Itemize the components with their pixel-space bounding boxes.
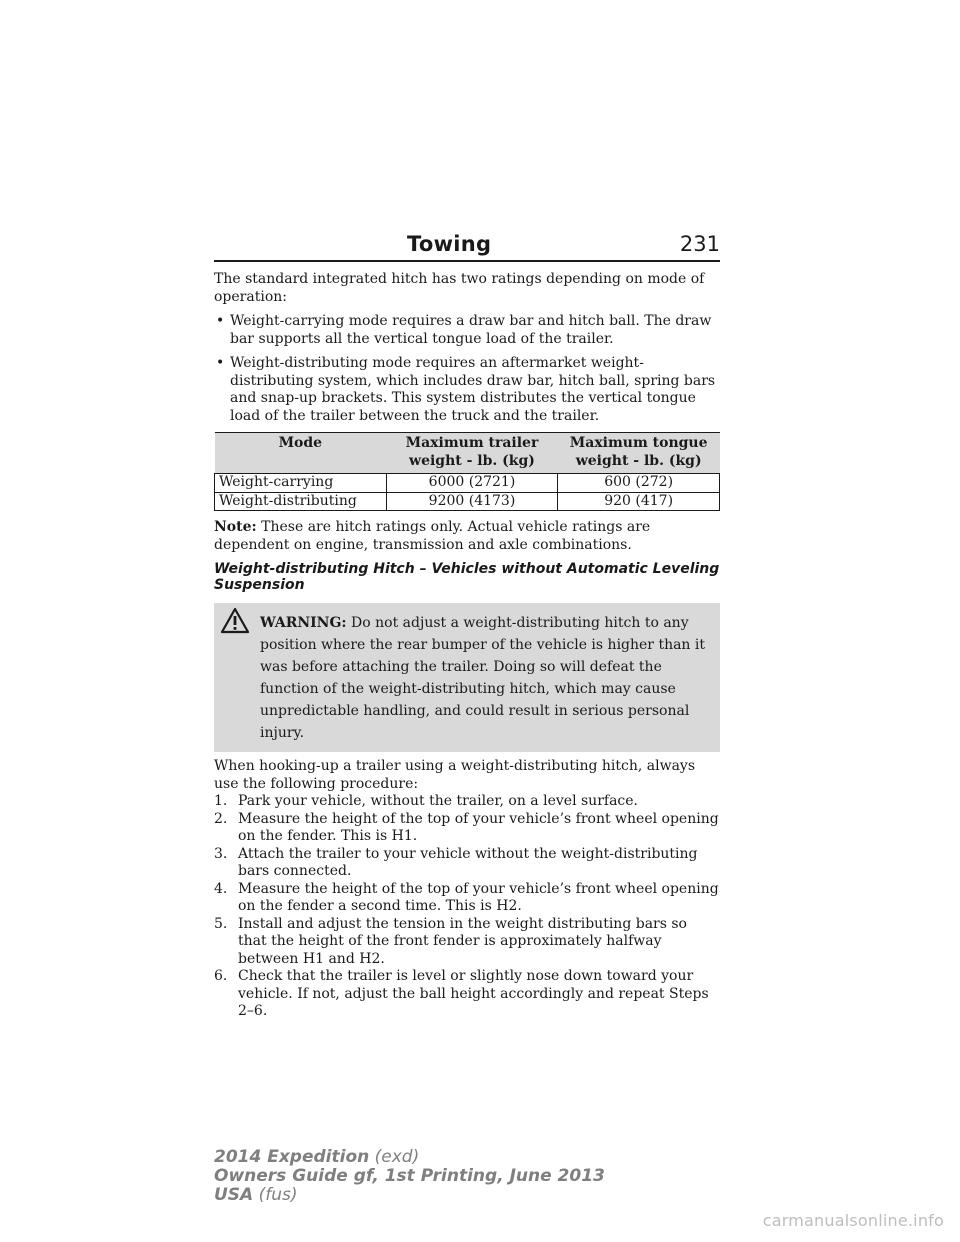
step-text: Check that the trailer is level or slightly nose down toward your vehicle. If not, adjust the ball height accordingly and repeat Steps 2–6.	[238, 968, 709, 1019]
watermark: carmanualsonline.info	[762, 1211, 944, 1230]
table-cell: Weight-carrying	[215, 474, 387, 493]
footer-market: USA	[214, 1185, 254, 1205]
step-text: Measure the height of the top of your vehicle’s front wheel opening on the fender a second time. This is H2.	[238, 880, 719, 914]
step-text: Install and adjust the tension in the weight distributing bars so that the height of the front fender is approximately halfway between H1 and H2.	[238, 915, 687, 967]
procedure-steps	[214, 793, 720, 1021]
bullet-dot: •	[216, 313, 225, 329]
bullet-item	[214, 355, 720, 425]
header-rule	[214, 260, 720, 262]
column-header-max-trailer-weight: Maximum trailer weight - lb. (kg)	[386, 433, 558, 474]
section-subheading: Weight-distributing Hitch – Vehicles without Automatic Leveling Suspension	[214, 561, 720, 593]
footer-model-code: (exd)	[374, 1147, 420, 1167]
warning-box	[214, 603, 720, 752]
step-text: Attach the trailer to your vehicle without the weight-distributing bars connected.	[238, 845, 698, 879]
footer-model: 2014 Expedition	[214, 1147, 370, 1167]
table-row	[215, 492, 720, 511]
step-number: 1.	[214, 793, 228, 809]
document-footer	[214, 1148, 605, 1205]
step-number: 6.	[214, 968, 228, 984]
note-text: These are hitch ratings only. Actual vehicle ratings are dependent on engine, transmission and axle combinations.	[214, 519, 651, 553]
list-item	[214, 881, 720, 916]
table-cell: 920 (417)	[558, 492, 720, 511]
footer-printing: Owners Guide gf, 1st Printing, June 2013	[214, 1166, 605, 1186]
list-item	[214, 811, 720, 846]
step-text: Park your vehicle, without the trailer, on a level surface.	[238, 793, 638, 809]
page-content	[214, 271, 720, 1021]
table-cell: 600 (272)	[558, 474, 720, 493]
table-header-row	[215, 433, 720, 474]
warning-text	[216, 612, 716, 744]
step-number: 5.	[214, 915, 228, 932]
bullet-text: Weight-distributing mode requires an aftermarket weight-distributing system, which includes draw bar, hitch ball, spring bars and snap-up brackets. This system distributes the vertical tongue load of the trailer between the truck and the trailer.	[230, 355, 716, 424]
table-cell: 6000 (2721)	[386, 474, 558, 493]
list-item	[214, 793, 720, 811]
step-text: Measure the height of the top of your vehicle’s front wheel opening on the fender. This is H1.	[238, 810, 719, 844]
list-item	[214, 846, 720, 881]
page-number: 231	[679, 232, 720, 256]
column-header-max-tongue-weight: Maximum tongue weight - lb. (kg)	[558, 433, 720, 474]
page-header	[214, 232, 720, 262]
procedure-intro: When hooking-up a trailer using a weight-distributing hitch, always use the following procedure:	[214, 758, 696, 792]
section-title: Towing	[407, 232, 492, 256]
warning-body: Do not adjust a weight-distributing hitch to any position where the rear bumper of the vehicle is higher than it was before attaching the trailer. Doing so will defeat the function of the weight-distributing hitch, which may cause unpredictable handling, and could result in serious personal injury.	[260, 615, 706, 741]
table-cell: Weight-distributing	[215, 492, 387, 511]
warning-label: WARNING:	[260, 615, 347, 631]
table-cell: 9200 (4173)	[386, 492, 558, 511]
footer-line	[214, 1186, 605, 1205]
list-item	[214, 916, 720, 969]
footer-line	[214, 1148, 605, 1167]
hitch-ratings-table	[214, 432, 720, 511]
bullet-item	[214, 313, 720, 348]
footer-line	[214, 1167, 605, 1186]
note-paragraph	[214, 519, 720, 554]
bullet-text: Weight-carrying mode requires a draw bar and hitch ball. The draw bar supports all the vertical tongue load of the trailer.	[230, 313, 712, 347]
step-number: 4.	[214, 880, 228, 897]
note-label: Note:	[214, 519, 257, 535]
step-number: 2.	[214, 810, 228, 827]
table-row	[215, 474, 720, 493]
intro-paragraph: The standard integrated hitch has two ratings depending on mode of operation:	[214, 271, 705, 305]
step-number: 3.	[214, 845, 228, 862]
footer-market-code: (fus)	[258, 1185, 298, 1205]
column-header-mode: Mode	[215, 433, 387, 474]
list-item	[214, 968, 720, 1021]
bullet-dot: •	[216, 355, 225, 371]
